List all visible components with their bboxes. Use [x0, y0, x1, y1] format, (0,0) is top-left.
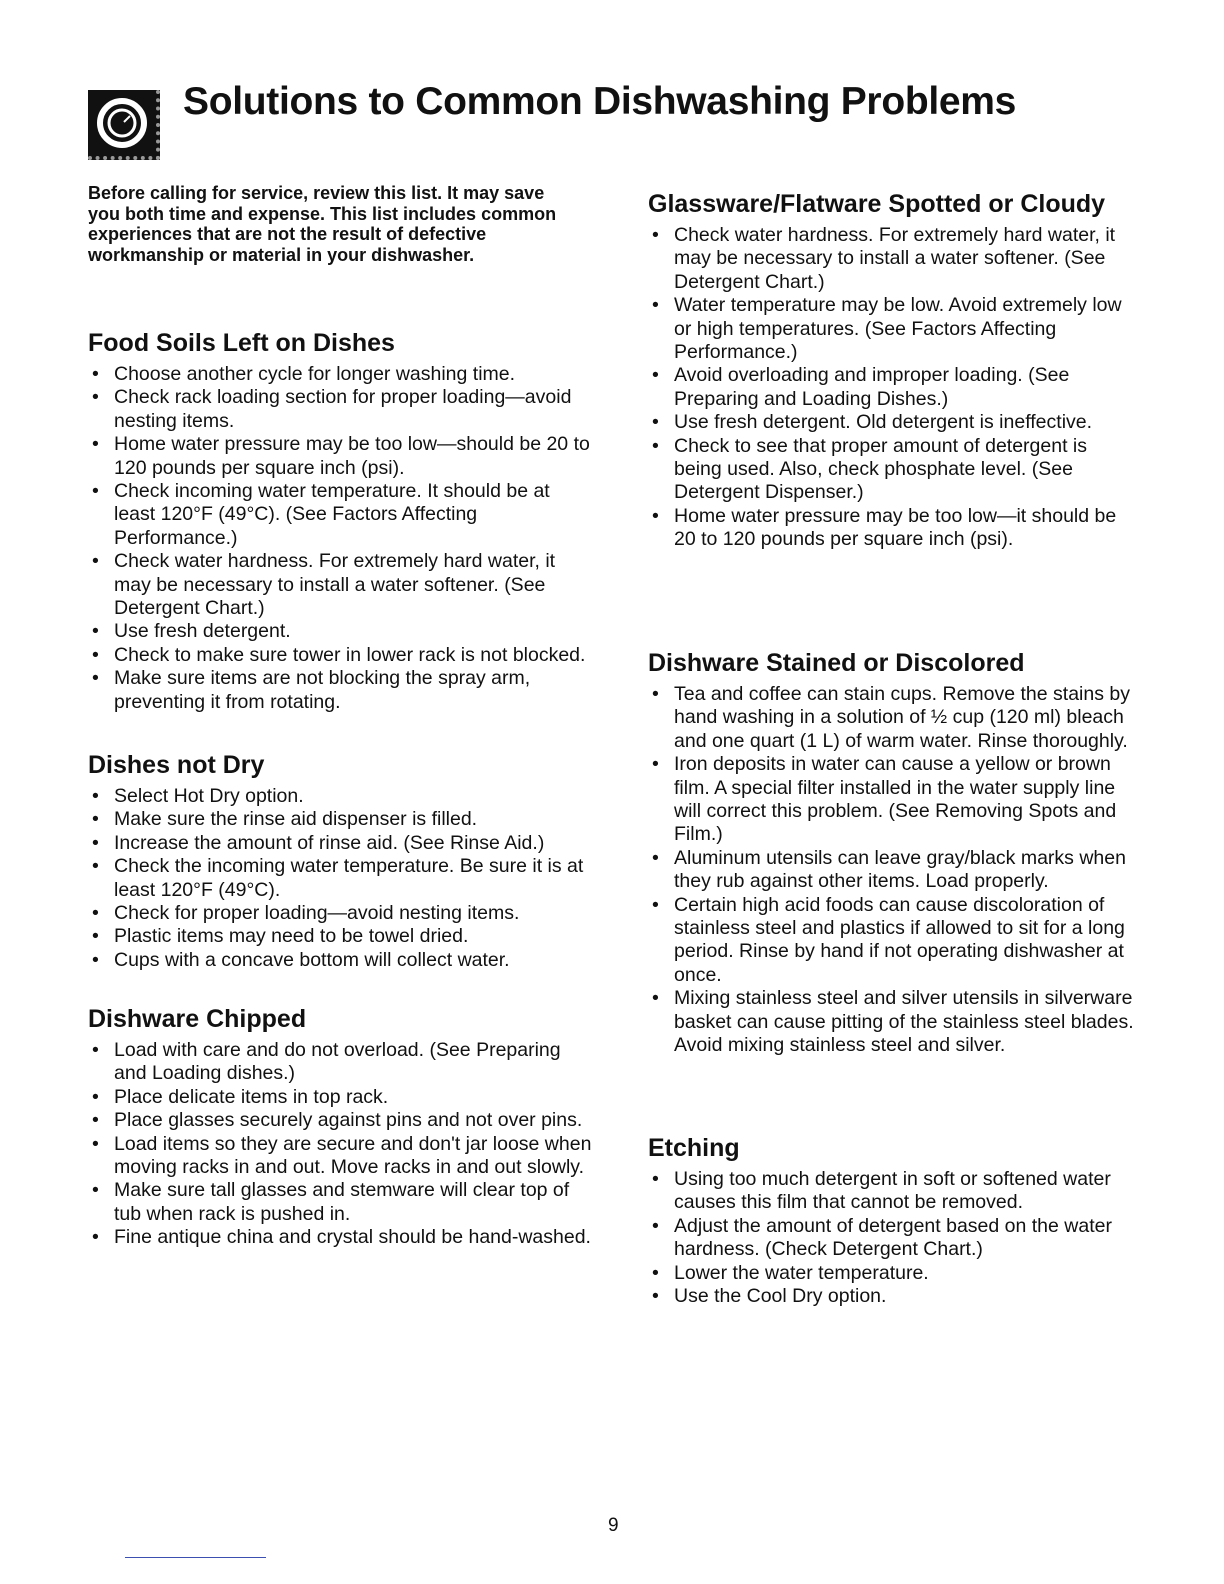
bullet-list [648, 1168, 1138, 1308]
section-heading: Dishes not Dry [88, 751, 265, 779]
list-item: • Lower the water temperature. [648, 1262, 1138, 1285]
intro-note: Before calling for service, review this list. It may save you both time and expense. This list includes common experiences that are not the result of defective workmanship or material in your dishwasher. [88, 183, 557, 265]
page-title: Solutions to Common Dishwashing Problems [183, 80, 1017, 123]
list-item: • Home water pressure may be too low—should be 20 to 120 pounds per square inch (psi). [88, 433, 593, 480]
list-item: • Make sure tall glasses and stemware will clear top of tub when rack is pushed in. [88, 1179, 593, 1226]
section-heading: Etching [648, 1134, 740, 1162]
list-item: • Place glasses securely against pins and not over pins. [88, 1109, 593, 1132]
section-etching [648, 1133, 1138, 1308]
section-dishes-not-dry [88, 750, 593, 972]
list-item: • Place delicate items in top rack. [88, 1086, 593, 1109]
list-item: • Load items so they are secure and don't jar loose when moving racks in and out. Move racks in and out slowly. [88, 1133, 593, 1180]
section-dishware-chipped [88, 1004, 593, 1250]
list-item: • Use fresh detergent. [88, 620, 593, 643]
list-item: • Mixing stainless steel and silver utensils in silverware basket can cause pitting of the stainless steel blades. Avoid mixing stainless steel and silver. [648, 987, 1138, 1057]
section-heading: Dishware Chipped [88, 1005, 307, 1033]
list-item: • Aluminum utensils can leave gray/black marks when they rub against other items. Load properly. [648, 847, 1138, 894]
list-item: • Cups with a concave bottom will collect water. [88, 949, 593, 972]
list-item: • Check incoming water temperature. It should be at least 120°F (49°C). (See Factors Affecting Performance.) [88, 480, 593, 550]
list-item: • Load with care and do not overload. (See Preparing and Loading dishes.) [88, 1039, 593, 1086]
bullet-list [88, 363, 593, 714]
list-item: • Check to see that proper amount of detergent is being used. Also, check phosphate level. (See Detergent Dispenser.) [648, 435, 1138, 505]
bullet-list [648, 683, 1138, 1058]
list-item: • Increase the amount of rinse aid. (See Rinse Aid.) [88, 832, 593, 855]
section-food-soils [88, 328, 593, 714]
bullet-list [88, 785, 593, 972]
bullet-list [88, 1039, 593, 1250]
section-heading: Glassware/Flatware Spotted or Cloudy [648, 190, 1106, 218]
list-item: • Select Hot Dry option. [88, 785, 593, 808]
list-item: • Check water hardness. For extremely hard water, it may be necessary to install a water softener. (See Detergent Chart.) [88, 550, 593, 620]
page-number: 9 [608, 1515, 619, 1536]
list-item: • Avoid overloading and improper loading. (See Preparing and Loading Dishes.) [648, 364, 1138, 411]
section-glassware-spotted [648, 189, 1138, 552]
section-heading: Food Soils Left on Dishes [88, 329, 395, 357]
bullet-list [648, 224, 1138, 552]
list-item: • Home water pressure may be too low—it should be 20 to 120 pounds per square inch (psi). [648, 505, 1138, 552]
list-item: • Make sure the rinse aid dispenser is filled. [88, 808, 593, 831]
list-item: • Fine antique china and crystal should be hand-washed. [88, 1226, 593, 1249]
list-item: • Water temperature may be low. Avoid extremely low or high temperatures. (See Factors Affecting Performance.) [648, 294, 1138, 364]
list-item: • Check to make sure tower in lower rack is not blocked. [88, 644, 593, 667]
list-item: • Plastic items may need to be towel dried. [88, 925, 593, 948]
list-item: • Adjust the amount of detergent based on the water hardness. (Check Detergent Chart.) [648, 1215, 1138, 1262]
footer-rule [125, 1557, 266, 1558]
list-item: • Tea and coffee can stain cups. Remove the stains by hand washing in a solution of ½ cup (120 ml) bleach and one quart (1 L) of warm water. Rinse thoroughly. [648, 683, 1138, 753]
section-dishware-stained [648, 648, 1138, 1058]
list-item: • Use fresh detergent. Old detergent is ineffective. [648, 411, 1138, 434]
list-item: • Check the incoming water temperature. Be sure it is at least 120°F (49°C). [88, 855, 593, 902]
section-heading: Dishware Stained or Discolored [648, 649, 1025, 677]
list-item: • Check for proper loading—avoid nesting items. [88, 902, 593, 925]
list-item: • Use the Cool Dry option. [648, 1285, 1138, 1308]
list-item: • Choose another cycle for longer washing time. [88, 363, 593, 386]
list-item: • Using too much detergent in soft or softened water causes this film that cannot be removed. [648, 1168, 1138, 1215]
list-item: • Make sure items are not blocking the spray arm, preventing it from rotating. [88, 667, 593, 714]
list-item: • Iron deposits in water can cause a yellow or brown film. A special filter installed in the water supply line will correct this problem. (See Removing Spots and Film.) [648, 753, 1138, 847]
list-item: • Check water hardness. For extremely hard water, it may be necessary to install a water softener. (See Detergent Chart.) [648, 224, 1138, 294]
list-item: • Certain high acid foods can cause discoloration of stainless steel and plastics if allowed to sit for a long period. Rinse by hand if not operating dishwasher at once. [648, 894, 1138, 988]
list-item: • Check rack loading section for proper loading—avoid nesting items. [88, 386, 593, 433]
dishwasher-section-icon [88, 90, 160, 160]
